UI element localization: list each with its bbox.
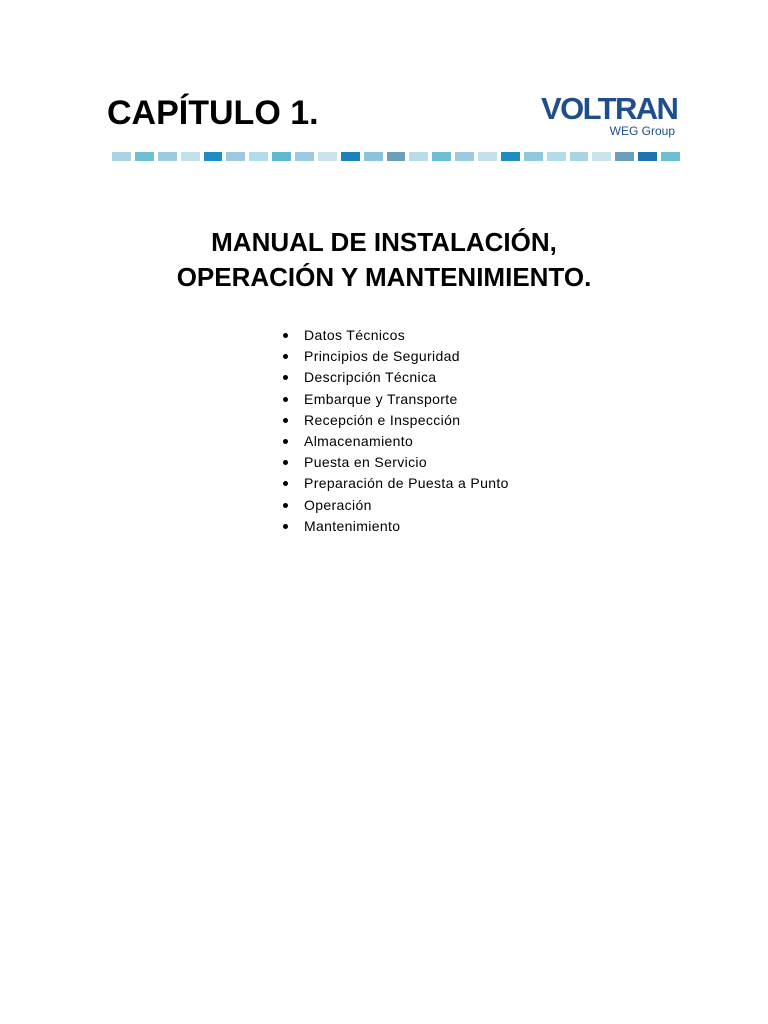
chapter-title: CAPÍTULO 1. xyxy=(107,94,319,132)
list-item-text: Operación xyxy=(304,496,372,513)
stripe-segment xyxy=(272,152,291,161)
stripe-segment xyxy=(249,152,268,161)
stripe-segment xyxy=(501,152,520,161)
stripe-segment xyxy=(341,152,360,161)
list-item-text: Datos Técnicos xyxy=(304,327,406,343)
list-item xyxy=(283,346,509,367)
stripe-segment xyxy=(364,152,383,161)
bullet-icon xyxy=(283,354,288,359)
decorative-stripe xyxy=(112,152,680,161)
stripe-segment xyxy=(226,152,245,161)
stripe-segment xyxy=(478,152,497,161)
stripe-segment xyxy=(432,152,451,161)
bullet-icon xyxy=(283,375,288,380)
manual-title xyxy=(0,225,768,295)
topics-list xyxy=(283,325,509,537)
list-item xyxy=(283,452,509,473)
manual-title-line-2: OPERACIÓN Y MANTENIMIENTO. xyxy=(176,262,592,292)
bullet-icon xyxy=(283,460,288,465)
bullet-icon xyxy=(283,439,288,444)
bullet-icon xyxy=(283,397,288,402)
list-item xyxy=(283,431,509,452)
list-item-text: Almacenamiento xyxy=(304,433,414,450)
list-item xyxy=(283,473,509,494)
stripe-segment xyxy=(387,152,406,161)
list-item xyxy=(283,389,509,410)
bullet-icon xyxy=(283,418,288,423)
bullet-icon xyxy=(283,503,288,508)
list-item xyxy=(283,410,509,431)
list-item-text: Descripción Técnica xyxy=(304,369,437,386)
logo-wordmark: VOLTRAN xyxy=(541,91,678,126)
manual-title-line-1: MANUAL DE INSTALACIÓN, xyxy=(211,227,557,257)
list-item-text: Puesta en Servicio xyxy=(304,454,428,471)
voltran-logo xyxy=(541,92,681,142)
stripe-segment xyxy=(112,152,131,161)
list-item-text: Preparación de Puesta a Punto xyxy=(304,475,509,492)
stripe-segment xyxy=(181,152,200,161)
stripe-segment xyxy=(409,152,428,161)
list-item xyxy=(283,516,509,537)
stripe-segment xyxy=(295,152,314,161)
stripe-segment xyxy=(570,152,589,161)
logo-subtitle: WEG Group xyxy=(609,124,675,138)
bullet-icon xyxy=(283,333,288,338)
stripe-segment xyxy=(547,152,566,161)
stripe-segment xyxy=(524,152,543,161)
stripe-segment xyxy=(135,152,154,161)
stripe-segment xyxy=(661,152,680,161)
stripe-segment xyxy=(318,152,337,161)
list-item xyxy=(283,367,509,388)
stripe-segment xyxy=(592,152,611,161)
bullet-icon xyxy=(283,481,288,486)
stripe-segment xyxy=(638,152,657,161)
stripe-segment xyxy=(615,152,634,161)
stripe-segment xyxy=(204,152,223,161)
stripe-segment xyxy=(455,152,474,161)
list-item-text: Mantenimiento xyxy=(304,517,401,534)
list-item xyxy=(283,495,509,516)
list-item-text: Principios de Seguridad xyxy=(304,348,460,365)
list-item-text: Embarque y Transporte xyxy=(304,390,458,407)
bullet-icon xyxy=(283,524,288,529)
list-item-text: Recepción e Inspección xyxy=(304,411,461,428)
list-item xyxy=(283,325,509,346)
stripe-segment xyxy=(158,152,177,161)
